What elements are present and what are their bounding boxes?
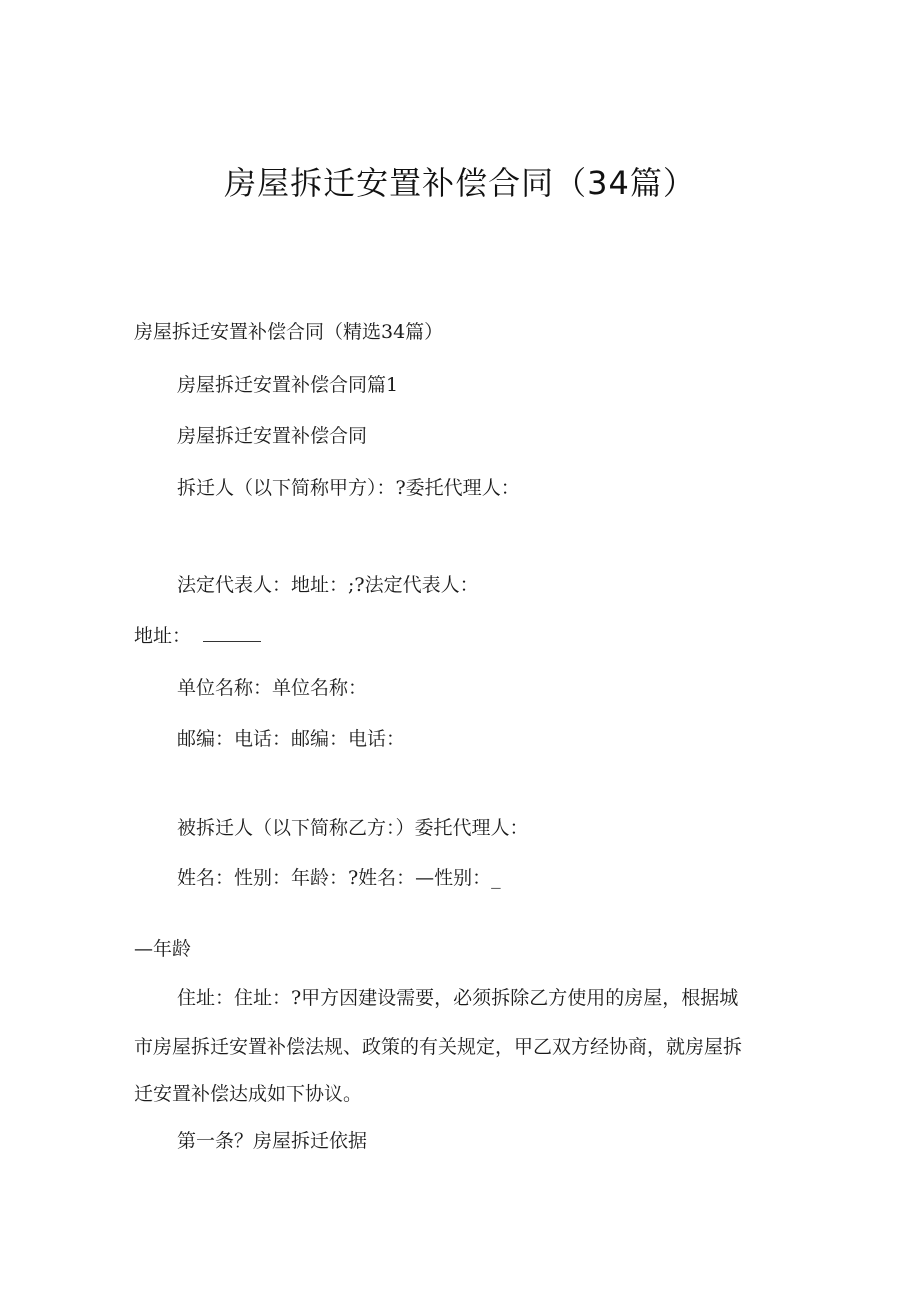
name-gender-age-line: 姓名：性别：年龄：?姓名：—性别：_ [177,867,501,889]
body-paragraph-line-2: 市房屋拆迁安置补偿法规、政策的有关规定，甲乙双方经协商，就房屋拆 [134,1036,743,1058]
address-line [134,624,261,648]
party-b-line: 被拆迁人（以下简称乙方：）委托代理人： [177,817,529,839]
contract-name: 房屋拆迁安置补偿合同 [177,425,368,447]
unit-name-line: 单位名称：单位名称： [177,677,368,699]
doc-subtitle: 房屋拆迁安置补偿合同（精选34篇） [134,321,444,343]
section-heading: 房屋拆迁安置补偿合同篇1 [177,374,399,396]
article-one-heading: 第一条？房屋拆迁依据 [177,1130,368,1152]
party-a-line: 拆迁人（以下简称甲方）：?委托代理人： [177,477,520,499]
body-paragraph-line-1: 住址：住址：?甲方因建设需要，必须拆除乙方使用的房屋，根据城 [177,987,739,1009]
body-paragraph-line-3: 迁安置补偿达成如下协议。 [134,1083,363,1105]
address-blank [203,627,261,642]
postcode-phone-line: 邮编：电话：邮编：电话： [177,728,406,750]
address-label: 地址： [134,625,192,647]
age-line: —年龄 [134,938,192,960]
document-title: 房屋拆迁安置补偿合同（34篇） [224,164,696,202]
legal-rep-line: 法定代表人：地址：;?法定代表人： [177,574,479,596]
